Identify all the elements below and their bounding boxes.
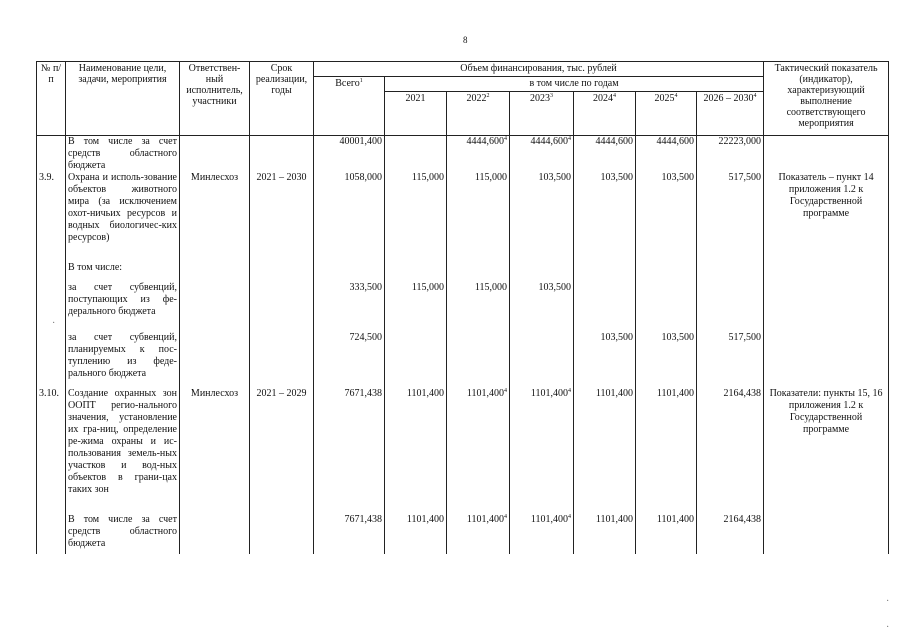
table-row: 3.9. Охрана и исполь-зование объектов животного мира (за исключением охот-ничьих ресурсов и водных биологичес-ких ресурсов) Минлесхоз 2021 – 2030 1058,000 115,000 115,000 103,500 103,500 103,500 517,500 Показатель – пункт 14 приложения 1.2 к Государственной программе [37,172,889,262]
table-row: В том числе: [37,262,889,282]
header-executor: Ответствен-ный исполнитель, участники [180,62,250,136]
scan-speck: · [886,622,890,633]
header-year: 2022$^2$ [447,92,510,136]
header-year: 2021 [385,92,447,136]
header-year: 2026 – 2030$^4$ [697,92,764,136]
financing-table [36,61,889,554]
header-financing: Объем финансирования, тыс. рублей [314,62,764,77]
header-name: Наименование цели, задачи, мероприятия [66,62,180,136]
header-year: 2023$^3$ [510,92,574,136]
table-row: за счет субвенций, планируемых к пос-туплению из феде-рального бюджета 724,500 103,500 103,500 517,500 [37,332,889,388]
header-num: № п/п [37,62,66,136]
table-header [37,62,889,136]
header-year: 2024$^4$ [574,92,636,136]
scan-speck: · [886,596,890,607]
header-total: Всего$^1$ [314,77,385,136]
table-row: за счет субвенций, поступающих из фе-дерального бюджета 333,500 115,000 115,000 103,500 [37,282,889,332]
header-indicator: Тактический показатель (индикатор), характеризующий выполнение соответствующего мероприятия [764,62,889,136]
table-row: 3.10. Создание охранных зон ООПТ регио-нального значения, установление их гра-ниц, определение ре-жима охраны и ис-пользования земель-ных участков и вод-ных объектов в грани-цах таких зон Минлесхоз 2021 – 2029 7671,438 1101,400 1101,400$^4$ 1101,400$^4$ 1101,400 1101,400 2164,438 Показатели: пункты 15, 16 приложения 1.2 к Государственной программе [37,388,889,514]
table-row: В том числе за счет средств областного бюджета 40001,400 4444,600$^4$ 4444,600$^4$ 4444,600 4444,600 22223,000 [37,136,889,173]
scan-speck: · [52,318,56,329]
page-number: 8 [463,35,468,45]
header-by-years: в том числе по годам [385,77,764,92]
table-row: В том числе за счет средств областного бюджета 7671,438 1101,400 1101,400$^4$ 1101,400$^4$ 1101,400 1101,400 2164,438 [37,514,889,554]
header-year: 2025$^4$ [636,92,697,136]
header-term: Срок реализации, годы [250,62,314,136]
